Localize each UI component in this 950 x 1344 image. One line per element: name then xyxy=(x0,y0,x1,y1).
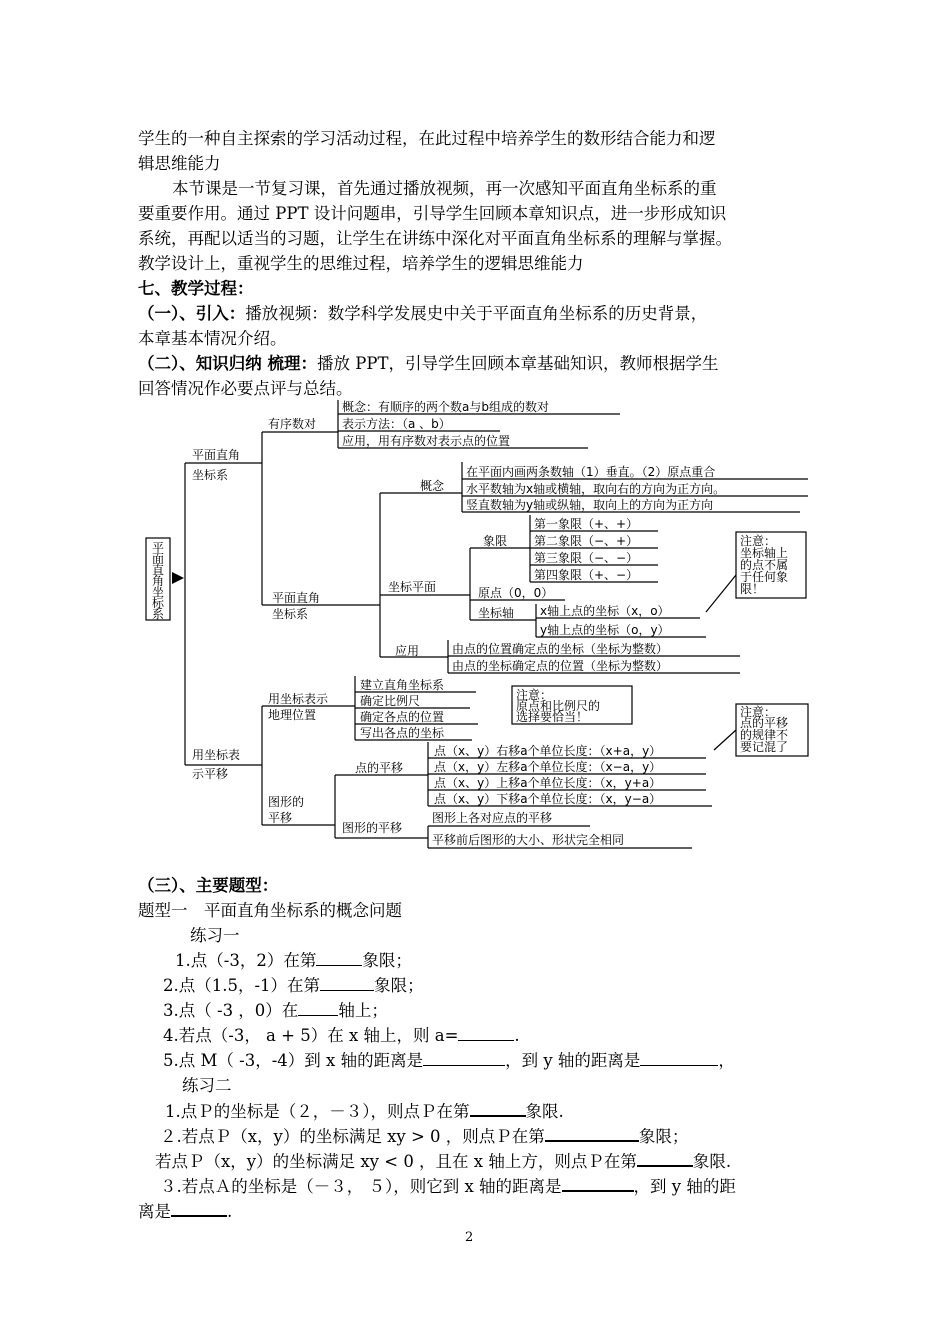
q5-text: 5.点 M（ -3，-4）到 x 轴的距离是 xyxy=(163,1051,424,1070)
q4-suffix: . xyxy=(514,1026,520,1045)
note2-line1: 注意： xyxy=(516,688,553,702)
q5-blank-2[interactable] xyxy=(640,1049,718,1066)
intro-line-4: 要重要作用。通过 PPT 设计问题串，引导学生回顾本章知识点，进一步形成知识 xyxy=(138,204,727,223)
concept-item-1: 在平面内画两条数轴（1）垂直。（2）原点重合 xyxy=(466,465,716,479)
note3-line2: 点的平移 xyxy=(740,716,789,730)
shape-move-line1: 图形的 xyxy=(268,795,305,809)
q5-suffix: ， xyxy=(718,1051,735,1070)
axis-item-x: x轴上点的坐标（x，o） xyxy=(540,604,670,618)
concept-label: 概念 xyxy=(420,479,445,493)
root-char-7: 系 xyxy=(152,607,165,621)
page-number: 2 xyxy=(465,1230,474,1245)
note2-line3: 选择要恰当！ xyxy=(516,710,589,724)
root-char-3: 直 xyxy=(152,563,165,577)
apply-item-1: 由点的位置确定点的坐标（坐标为整数） xyxy=(452,642,669,656)
point-move-item-3: 点（x、y）上移a个单位长度：（x，y+a） xyxy=(434,776,662,790)
figure-move-item-1: 图形上各对应点的平移 xyxy=(432,811,553,825)
point-move-item-2: 点（x，y）左移a个单位长度：（x−a，y） xyxy=(434,760,662,774)
concept-item-2: 水平数轴为x轴或横轴，取向右的方向为正方向。 xyxy=(466,482,726,496)
note2-line2: 原点和比例尺的 xyxy=(516,699,601,713)
branch-move-line1: 用坐标表 xyxy=(192,748,241,762)
concept-item-3: 竖直数轴为y轴或纵轴，取向上的方向为正方向 xyxy=(466,498,714,512)
p3b-suffix: . xyxy=(227,1202,233,1221)
ordered-pair-item-2: 表示方法：（a 、b） xyxy=(342,417,451,431)
axis-label: 坐标轴 xyxy=(478,606,515,620)
intro-line-2: 辑思维能力 xyxy=(138,154,221,173)
point-move-label: 点的平移 xyxy=(355,761,404,775)
branch-coord-1-line1: 平面直角 xyxy=(192,448,241,462)
p2-blank-1[interactable] xyxy=(545,1124,639,1142)
ordered-pair-item-3: 应用，用有序数对表示点的位置 xyxy=(342,434,511,448)
section-intro-text: 播放视频：数学科学发展史中关于平面直角坐标系的历史背景， xyxy=(245,304,708,323)
note3-line1: 注意： xyxy=(740,705,777,719)
exercise-2-title: 练习二 xyxy=(182,1076,232,1095)
root-char-4: 角 xyxy=(152,574,165,588)
section-intro-head: （一）、引入： xyxy=(138,304,246,323)
geo-label-line2: 地理位置 xyxy=(268,708,317,722)
geo-item-1: 建立直角坐标系 xyxy=(360,678,445,692)
type1-title: 题型一 平面直角坐标系的概念问题 xyxy=(138,901,402,920)
p2b-suffix: 象限. xyxy=(692,1152,732,1171)
section-intro-text-2: 本章基本情况介绍。 xyxy=(138,329,287,348)
p2b-text: 若点Ｐ（x，y）的坐标满足 xy < 0 ，且在 x 轴上方，则点Ｐ在第 xyxy=(155,1152,637,1171)
branch-move-line2: 示平移 xyxy=(192,767,229,781)
process-heading: 七、教学过程： xyxy=(138,279,254,298)
apply-label: 应用 xyxy=(395,644,420,658)
problem-3 xyxy=(160,1174,736,1199)
q3-text: 3.点（ -3 ，0）在 xyxy=(163,1001,299,1020)
note1-line3: 的点不属 xyxy=(740,558,789,572)
question-3 xyxy=(163,999,388,1023)
ordered-pair-label: 有序数对 xyxy=(268,417,317,431)
quadrant-item-1: 第一象限（+、+） xyxy=(534,517,639,531)
question-4 xyxy=(163,1024,520,1048)
intro-line-1: 学生的一种自主探索的学习活动过程，在此过程中培养学生的数形结合能力和逻 xyxy=(138,129,716,148)
intro-line-6: 教学设计上，重视学生的思维过程，培养学生的逻辑思维能力 xyxy=(138,254,584,273)
q3-blank[interactable] xyxy=(298,999,338,1016)
origin-label: 原点（0，0） xyxy=(478,586,554,600)
p2-blank-2[interactable] xyxy=(637,1149,693,1167)
p2-text: ２.若点Ｐ（x，y）的坐标满足 xy > 0 ，则点Ｐ在第 xyxy=(160,1127,545,1146)
ordered-pair-item-1: 概念：有顺序的两个数a与b组成的数对 xyxy=(342,400,549,414)
note1-line2: 坐标轴上 xyxy=(740,546,789,560)
quadrant-item-2: 第二象限（−、+） xyxy=(534,534,639,548)
figure-move-item-2: 平移前后图形的大小、形状完全相同 xyxy=(432,833,625,847)
geo-label-line1: 用坐标表示 xyxy=(268,692,329,706)
axis-item-y: y轴上点的坐标（o，y） xyxy=(540,623,670,637)
q2-suffix: 象限； xyxy=(374,976,424,995)
p3-blank-1[interactable] xyxy=(562,1174,634,1192)
question-2 xyxy=(163,974,424,998)
section-summary-text: 播放 PPT，引导学生回顾本章基础知识，教师根据学生 xyxy=(317,354,719,373)
q4-text: 4.若点（-3， a + 5）在 x 轴上，则 a= xyxy=(163,1026,459,1045)
apply-item-2: 由点的坐标确定点的位置（坐标为整数） xyxy=(452,659,669,673)
section-summary-head: （二）、知识归纳 梳理： xyxy=(138,354,317,373)
point-move-item-1: 点（x、y）右移a个单位长度：（x+a，y） xyxy=(434,744,662,758)
section-summary-text-2: 回答情况作必要点评与总结。 xyxy=(138,379,353,398)
root-char-6: 标 xyxy=(152,596,165,610)
q1-blank[interactable] xyxy=(316,949,362,966)
exercise-1-title: 练习一 xyxy=(190,926,240,945)
q1-suffix: 象限； xyxy=(362,951,412,970)
q2-blank[interactable] xyxy=(320,974,374,991)
root-char-5: 坐 xyxy=(152,585,165,599)
branch-coord-2-line1: 平面直角 xyxy=(272,591,321,605)
problem-1 xyxy=(165,1099,564,1124)
note3-line3: 的规律不 xyxy=(740,728,789,742)
problem-2b xyxy=(155,1149,731,1174)
q2-text: 2.点（1.5，-1）在第 xyxy=(163,976,321,995)
p1-suffix: 象限. xyxy=(525,1102,564,1121)
intro-line-3: 本节课是一节复习课，首先通过播放视频，再一次感知平面直角坐标系的重 xyxy=(172,179,717,198)
root-char-1: 平 xyxy=(152,541,165,555)
quadrant-item-4: 第四象限（+、−） xyxy=(534,568,639,582)
question-1 xyxy=(175,949,412,973)
problem-2 xyxy=(160,1124,688,1149)
p3b-text: 离是 xyxy=(138,1202,171,1221)
branch-coord-1-line2: 坐标系 xyxy=(192,468,229,482)
p1-text: 1.点Ｐ的坐标是（２，－３），则点Ｐ在第 xyxy=(165,1102,470,1121)
q4-blank[interactable] xyxy=(458,1024,514,1041)
types-heading: （三）、主要题型： xyxy=(138,876,279,895)
note1-line1: 注意： xyxy=(740,534,777,548)
p3-middle: ，到 y 轴的距 xyxy=(633,1177,736,1196)
note1-line5: 限！ xyxy=(740,582,765,596)
question-5 xyxy=(163,1049,735,1073)
figure-move-label: 图形的平移 xyxy=(342,821,403,835)
plane-label: 坐标平面 xyxy=(388,580,437,594)
point-move-item-4: 点（x、y）下移a个单位长度：（x，y−a） xyxy=(434,792,662,806)
p3-blank-2[interactable] xyxy=(171,1199,227,1217)
branch-coord-2-line2: 坐标系 xyxy=(272,607,309,621)
root-char-2: 面 xyxy=(152,552,165,566)
shape-move-line2: 平移 xyxy=(268,811,293,825)
quadrant-label: 象限 xyxy=(483,534,508,548)
note1-line4: 于任何象 xyxy=(740,570,789,584)
geo-item-4: 写出各点的坐标 xyxy=(360,726,445,740)
problem-3b xyxy=(138,1199,232,1224)
geo-item-3: 确定各点的位置 xyxy=(360,710,445,724)
q5-middle: ，到 y 轴的距离是 xyxy=(505,1051,641,1070)
p3-text: ３.若点Ａ的坐标是（－３， ５），则它到 x 轴的距离是 xyxy=(160,1177,562,1196)
q1-text: 1.点（-3，2）在第 xyxy=(175,951,317,970)
q5-blank-1[interactable] xyxy=(423,1049,505,1066)
geo-item-2: 确定比例尺 xyxy=(360,694,421,708)
p2-suffix: 象限； xyxy=(638,1127,689,1146)
q3-suffix: 轴上； xyxy=(338,1001,388,1020)
quadrant-item-3: 第三象限（−、−） xyxy=(534,551,639,565)
intro-line-5: 系统，再配以适当的习题，让学生在讲练中深化对平面直角坐标系的理解与掌握。 xyxy=(138,229,732,248)
p1-blank[interactable] xyxy=(470,1099,526,1117)
note3-line4: 要记混了 xyxy=(740,740,789,754)
